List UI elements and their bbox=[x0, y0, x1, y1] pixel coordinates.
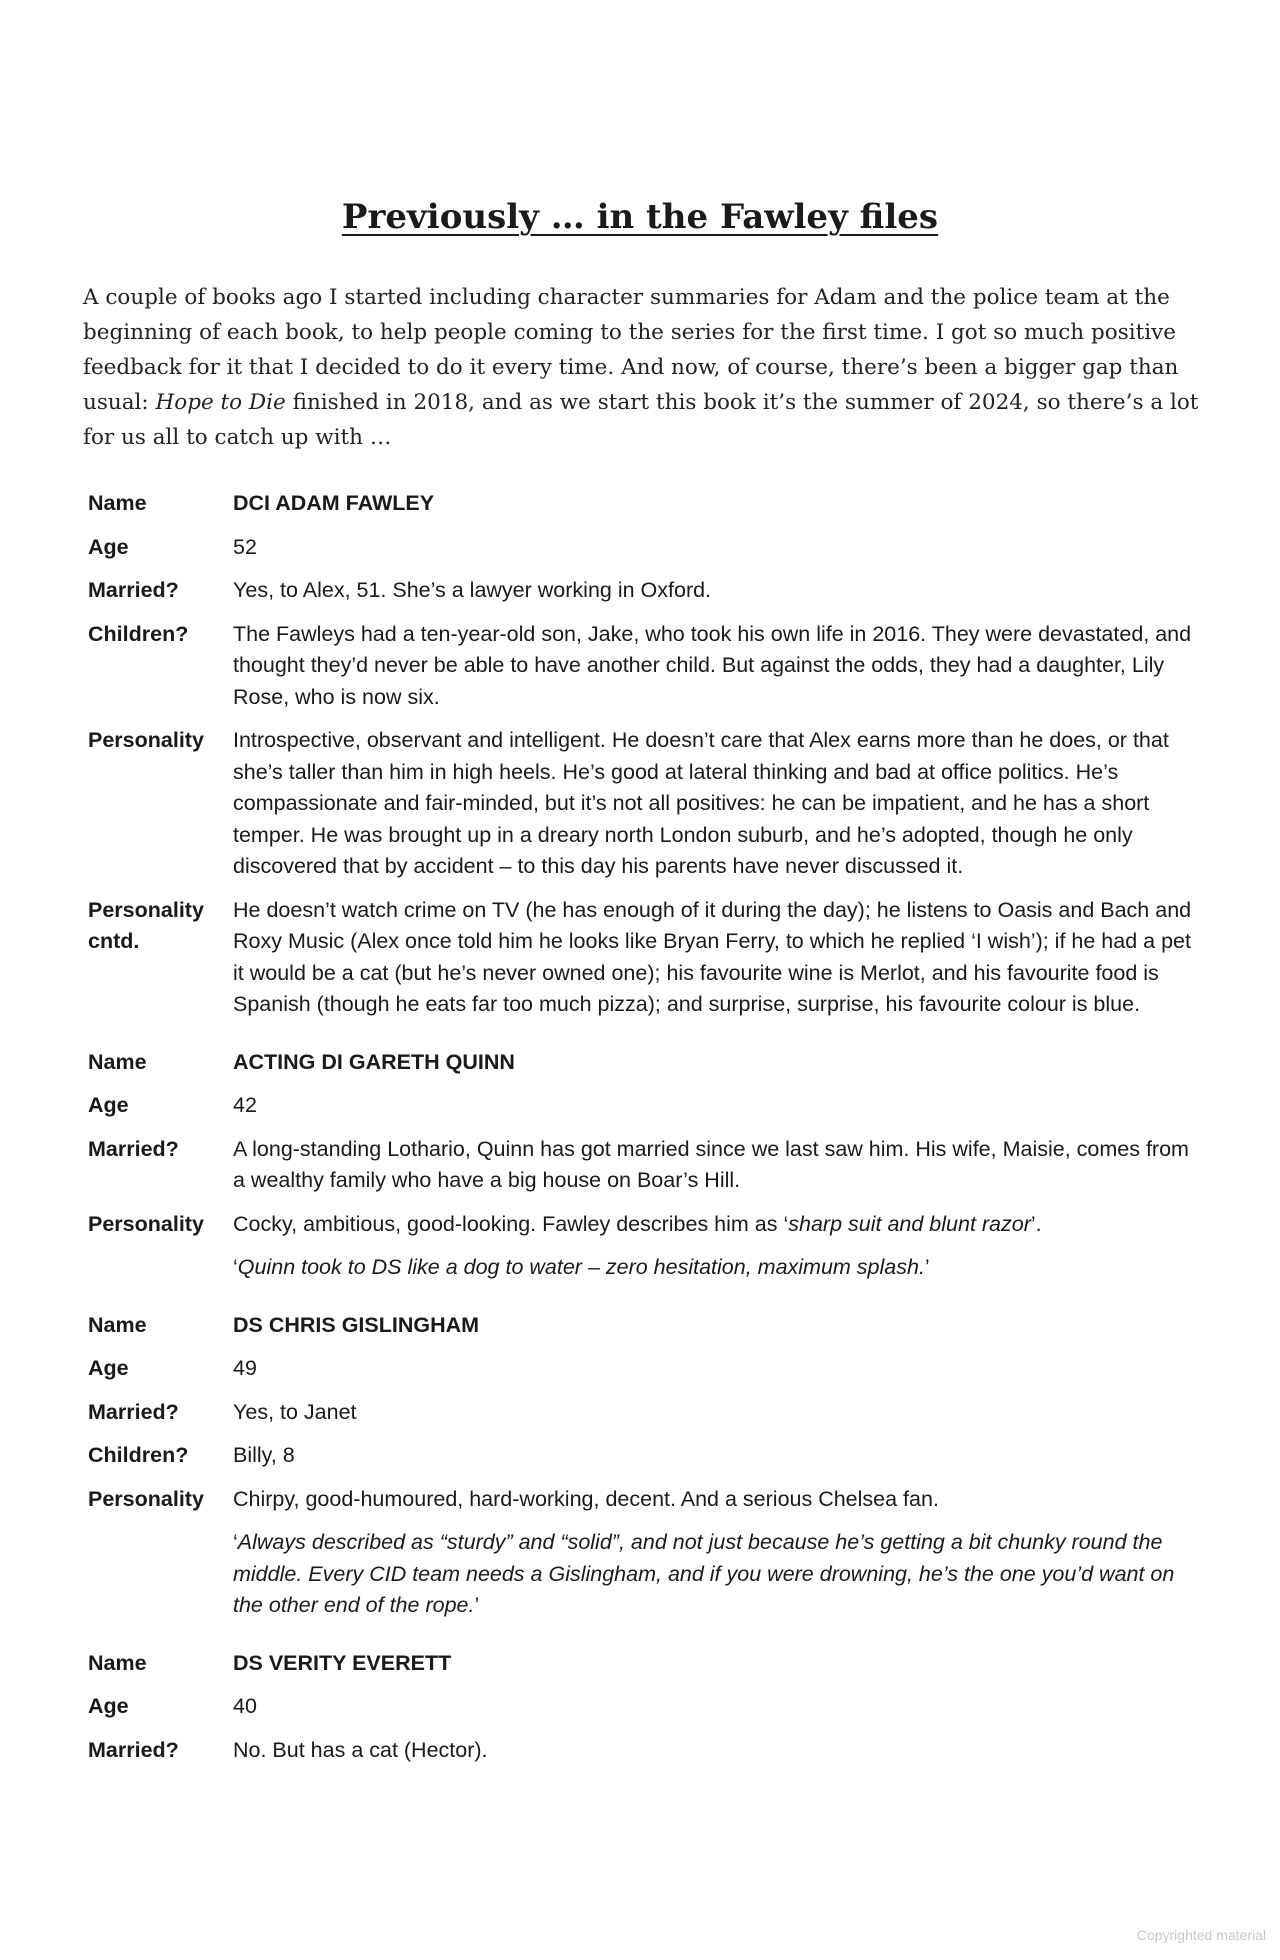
copyright-notice: Copyrighted material bbox=[1136, 1927, 1266, 1943]
age-value: 40 bbox=[233, 1694, 257, 1718]
profile-row-personality-cntd bbox=[88, 895, 1200, 1021]
character-name: ACTING DI GARETH QUINN bbox=[233, 1049, 515, 1074]
field-label: Married? bbox=[88, 578, 179, 602]
married-value: A long-standing Lothario, Quinn has got married since we last saw him. His wife, Maisie, comes from a wealthy family who have a big house on Boar’s Hill. bbox=[233, 1136, 1189, 1192]
profile-row-age bbox=[88, 1090, 1200, 1122]
character-quote bbox=[233, 1527, 1200, 1622]
field-label: Personality bbox=[88, 1486, 204, 1511]
field-label: Personality bbox=[88, 1211, 204, 1236]
quote-close-mark: ’ bbox=[474, 1593, 480, 1617]
personality-value bbox=[233, 1209, 1200, 1241]
profile-row-age bbox=[88, 532, 1200, 564]
field-label: Age bbox=[88, 1694, 129, 1718]
profile-row-quote bbox=[88, 1527, 1200, 1622]
profile-verity-everett bbox=[88, 1648, 1200, 1767]
personality-value: Chirpy, good-humoured, hard-working, decent. And a serious Chelsea fan. bbox=[233, 1486, 939, 1511]
field-label: Personality bbox=[88, 728, 204, 752]
profile-row-name bbox=[88, 1310, 1200, 1342]
field-label: Children? bbox=[88, 621, 189, 646]
personality-text-end: ’. bbox=[1030, 1211, 1042, 1236]
age-value: 42 bbox=[233, 1093, 257, 1117]
character-quote bbox=[233, 1252, 1200, 1284]
profile-row-quote bbox=[88, 1252, 1200, 1284]
quote-open-mark: ‘ bbox=[233, 1255, 238, 1279]
field-label: Married? bbox=[88, 1737, 179, 1762]
character-name: DCI ADAM FAWLEY bbox=[233, 491, 435, 515]
children-value: The Fawleys had a ten-year-old son, Jake, who took his own life in 2016. They were devastated, and thought they’d never be able to have another child. But against the odds, they had a daughter, Lily Rose, who is now six. bbox=[233, 621, 1192, 709]
intro-text-after: finished in 2018, and as we start this book it’s the summer of 2024, so there’s a lot for us all to catch up with … bbox=[83, 390, 1199, 450]
profile-adam-fawley bbox=[88, 488, 1200, 1021]
quote-text: Always described as “sturdy” and “solid”, and not just because he’s getting a bit chunky round the middle. Every CID team needs a Gislingham, and if you were drowning, he’s the one you’d want on the other end of the rope. bbox=[233, 1530, 1175, 1617]
profile-row-personality bbox=[88, 1209, 1200, 1241]
profile-chris-gislingham bbox=[88, 1310, 1200, 1622]
quote-close-mark: ’ bbox=[924, 1255, 930, 1279]
profile-row-age bbox=[88, 1353, 1200, 1385]
intro-text-before: A couple of books ago I started including character summaries for Adam and the police team at the beginning of each book, to help people coming to the series for the first time. I got so much positive feedback for it that I decided to do it every time. And now, of course, there’s been a bigger gap than usual: bbox=[83, 285, 1179, 415]
profile-row-personality bbox=[88, 1484, 1200, 1516]
quote-text: Quinn took to DS like a dog to water – zero hesitation, maximum splash. bbox=[237, 1255, 925, 1279]
personality-text: Cocky, ambitious, good-looking. Fawley describes him as ‘ bbox=[233, 1211, 789, 1236]
field-label: Personality cntd. bbox=[88, 897, 204, 953]
married-value: Yes, to Janet bbox=[233, 1399, 357, 1424]
profile-row-age bbox=[88, 1691, 1200, 1723]
profile-row-married bbox=[88, 1397, 1200, 1429]
field-label: Age bbox=[88, 534, 129, 559]
age-value: 49 bbox=[233, 1356, 257, 1380]
personality-italic: sharp suit and blunt razor bbox=[788, 1211, 1031, 1236]
age-value: 52 bbox=[233, 534, 257, 559]
character-name: DS VERITY EVERETT bbox=[233, 1650, 452, 1675]
field-label: Name bbox=[88, 491, 147, 515]
profile-row-name bbox=[88, 488, 1200, 520]
profile-row-married bbox=[88, 1134, 1200, 1197]
field-label: Age bbox=[88, 1356, 129, 1380]
field-label: Married? bbox=[88, 1399, 179, 1424]
profile-gareth-quinn bbox=[88, 1047, 1200, 1284]
married-value: No. But has a cat (Hector). bbox=[233, 1737, 488, 1762]
character-name: DS CHRIS GISLINGHAM bbox=[233, 1312, 480, 1337]
married-value: Yes, to Alex, 51. She’s a lawyer working in Oxford. bbox=[233, 578, 712, 602]
quote-open-mark: ‘ bbox=[233, 1530, 238, 1554]
children-value: Billy, 8 bbox=[233, 1443, 295, 1467]
profile-row-personality bbox=[88, 725, 1200, 883]
personality-value: Introspective, observant and intelligent. He doesn’t care that Alex earns more than he does, or that she’s taller than him in high heels. He’s good at lateral thinking and bad at office politics. He’s compassionate and fair-minded, but it’s not all positives: he can be impatient, and he has a short temper. He was brought up in a dreary north London suburb, and he’s adopted, though he only discovered that by accident – to this day his parents have never discussed it. bbox=[233, 728, 1169, 878]
field-label: Name bbox=[88, 1312, 147, 1337]
profile-row-married bbox=[88, 1735, 1200, 1767]
personality-cntd-value: He doesn’t watch crime on TV (he has enough of it during the day); he listens to Oasis and Bach and Roxy Music (Alex once told him he looks like Bryan Ferry, to which he replied ‘I wish’); if he had a pet it would be a cat (but he’s never owned one); his favourite wine is Merlot, and his favourite food is Spanish (though he eats far too much pizza); and surprise, surprise, his favourite colour is blue. bbox=[233, 897, 1192, 1016]
profile-row-married bbox=[88, 575, 1200, 607]
character-profiles bbox=[88, 488, 1200, 1792]
profile-row-children bbox=[88, 619, 1200, 714]
profile-row-name bbox=[88, 1047, 1200, 1079]
field-label: Name bbox=[88, 1049, 147, 1074]
profile-row-name bbox=[88, 1648, 1200, 1680]
intro-paragraph bbox=[83, 280, 1201, 455]
field-label: Children? bbox=[88, 1443, 189, 1467]
page-title: Previously … in the Fawley files bbox=[341, 196, 939, 237]
field-label: Age bbox=[88, 1093, 129, 1117]
profile-row-children bbox=[88, 1440, 1200, 1472]
field-label: Married? bbox=[88, 1136, 179, 1161]
book-title: Hope to Die bbox=[155, 390, 286, 415]
field-label: Name bbox=[88, 1650, 147, 1675]
